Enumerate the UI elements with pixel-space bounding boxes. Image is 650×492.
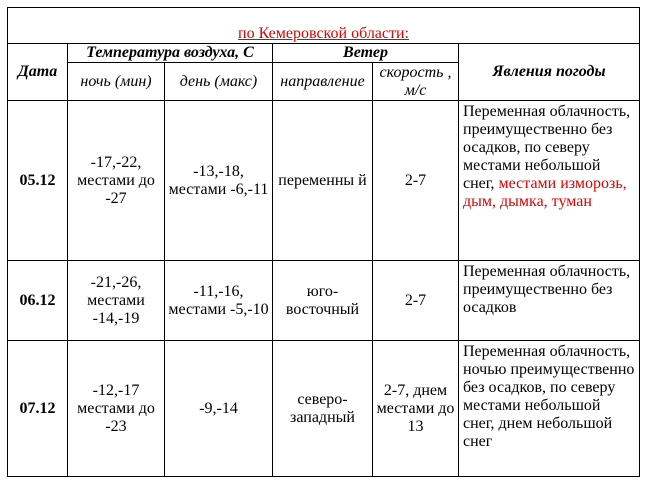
phenomena-alert-text: местами изморозь, дым, дымка, туман xyxy=(463,175,627,210)
night-temp-cell: -21,-26, местами -14,-19 xyxy=(68,261,165,341)
wind-direction-cell: юго-восточный xyxy=(273,261,373,341)
speed-header: скорость , м/с xyxy=(373,63,459,101)
day-header: день (макс) xyxy=(165,63,273,101)
table-row xyxy=(8,261,640,341)
date-cell: 05.12 xyxy=(8,101,68,261)
date-cell: 06.12 xyxy=(8,261,68,341)
phenomena-cell xyxy=(459,261,640,341)
title-row xyxy=(8,8,640,44)
region-title: по Кемеровской области: xyxy=(8,8,640,44)
phenomena-cell xyxy=(459,341,640,477)
forecast-table xyxy=(7,7,640,477)
night-temp-cell: -17,-22, местами до -27 xyxy=(68,101,165,261)
date-header: Дата xyxy=(8,44,68,101)
wind-direction-cell: северо-западный xyxy=(273,341,373,477)
wind-speed-cell: 2-7, днем местами до 13 xyxy=(373,341,459,477)
table-row xyxy=(8,101,640,261)
header-row-1 xyxy=(8,44,640,63)
day-temp-cell: -11,-16, местами -5,-10 xyxy=(165,261,273,341)
day-temp-cell: -13,-18, местами -6,-11 xyxy=(165,101,273,261)
wind-direction-cell: переменны й xyxy=(273,101,373,261)
wind-speed-cell: 2-7 xyxy=(373,261,459,341)
night-temp-cell: -12,-17 местами до -23 xyxy=(68,341,165,477)
table-row xyxy=(8,341,640,477)
date-cell: 07.12 xyxy=(8,341,68,477)
wind-speed-cell: 2-7 xyxy=(373,101,459,261)
phenomena-cell xyxy=(459,101,640,261)
temperature-header: Температура воздуха, С xyxy=(68,44,273,63)
phenomena-text: Переменная облачность, ночью преимущественно без осадков, по северу местами небольшой снег, днем небольшой снег xyxy=(463,343,635,450)
phenomena-header: Явления погоды xyxy=(459,44,640,101)
phenomena-text: Переменная облачность, преимущественно без осадков, по северу местами небольшой снег, xyxy=(463,103,631,192)
day-temp-cell: -9,-14 xyxy=(165,341,273,477)
direction-header: направление xyxy=(273,63,373,101)
night-header: ночь (мин) xyxy=(68,63,165,101)
phenomena-text: Переменная облачность, преимущественно без осадков xyxy=(463,263,631,316)
wind-header: Ветер xyxy=(273,44,459,63)
